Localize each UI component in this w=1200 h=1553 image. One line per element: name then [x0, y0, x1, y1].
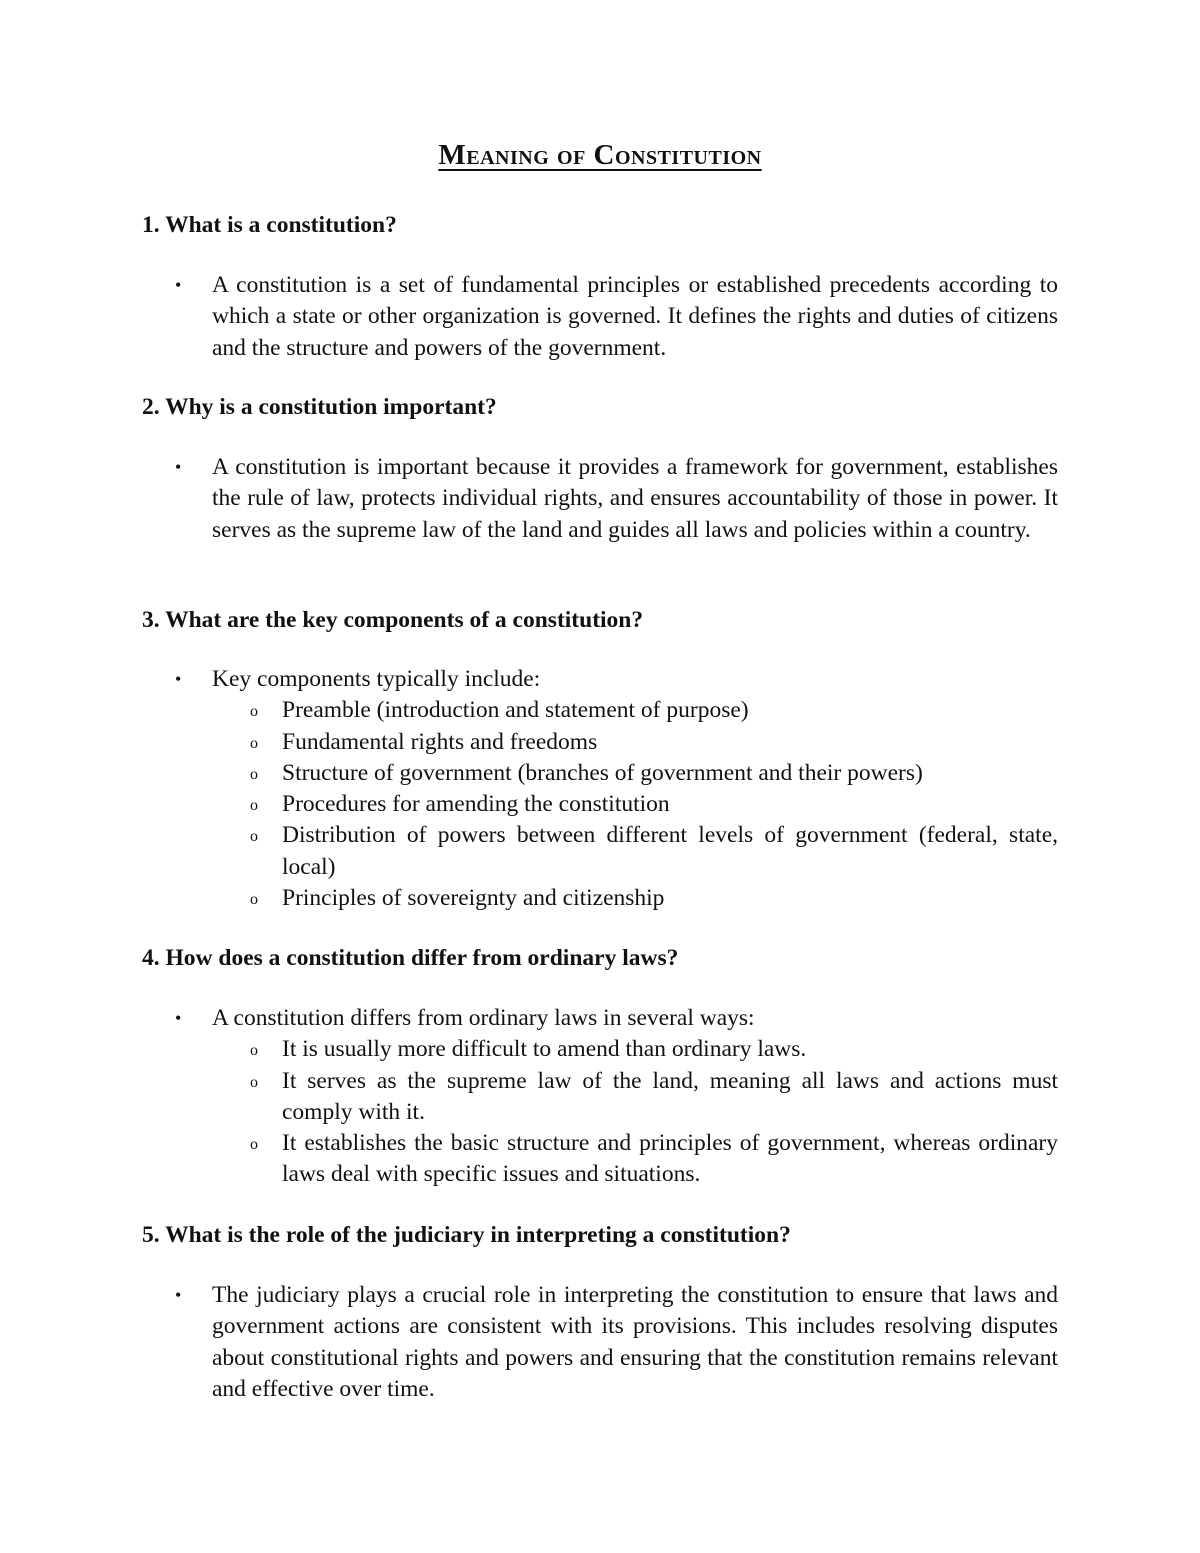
list-item: [212, 695, 1058, 726]
circle-bullet-icon: o: [250, 891, 258, 909]
list-item-text: Distribution of powers between different levels of government (federal, state, local): [282, 822, 1058, 880]
list-item: [212, 789, 1058, 820]
bullet-icon: •: [175, 1285, 182, 1305]
answer-block: [175, 1280, 1058, 1405]
list-item-text: Preamble (introduction and statement of purpose): [282, 697, 749, 724]
circle-bullet-icon: o: [250, 734, 258, 752]
answer-block: [175, 452, 1058, 546]
question-heading: 5. What is the role of the judiciary in interpreting a constitution?: [142, 1222, 791, 1248]
list-item: [212, 758, 1058, 789]
document-title: Meaning of Constitution: [438, 139, 762, 171]
answer-text: A constitution is important because it provides a framework for government, establishes the rule of law, protects individual rights, and ensures accountability of those in power. It serves as the supreme law of the land and guides all laws and policies within a country.: [212, 454, 1058, 543]
list-item: [212, 1128, 1058, 1191]
list-item-text: It serves as the supreme law of the land, meaning all laws and actions must comply with it.: [282, 1067, 1058, 1125]
answer-text: Key components typically include:: [212, 666, 541, 692]
list-item: [212, 727, 1058, 758]
answer-block: [175, 1003, 1058, 1191]
list-item: [212, 883, 1058, 914]
circle-bullet-icon: o: [250, 1136, 258, 1154]
bullet-icon: •: [175, 275, 182, 295]
question-heading: 4. How does a constitution differ from ordinary laws?: [142, 945, 679, 971]
circle-bullet-icon: o: [250, 765, 258, 783]
list-item: [212, 1034, 1058, 1065]
sub-list: [212, 695, 1058, 914]
bullet-icon: •: [175, 457, 182, 477]
bullet-icon: •: [175, 1008, 182, 1028]
question-heading: 2. Why is a constitution important?: [142, 394, 497, 420]
answer-block: [175, 270, 1058, 364]
list-item-text: Principles of sovereignty and citizenship: [282, 885, 665, 912]
list-item: [212, 1066, 1058, 1129]
list-item-text: Structure of government (branches of government and their powers): [282, 759, 923, 786]
circle-bullet-icon: o: [250, 1042, 258, 1060]
list-item-text: It establishes the basic structure and principles of government, whereas ordinary laws deal with specific issues and situations.: [282, 1130, 1058, 1188]
bullet-icon: •: [175, 669, 182, 689]
sub-list: [212, 1034, 1058, 1190]
answer-text: The judiciary plays a crucial role in interpreting the constitution to ensure that laws and government actions are consistent with its provisions. This includes resolving disputes about constitutional rights and powers and ensuring that the constitution remains relevant and effective over time.: [212, 1282, 1058, 1402]
answer-text: A constitution is a set of fundamental principles or established precedents according to which a state or other organization is governed. It defines the rights and duties of citizens and the structure and powers of the government.: [212, 272, 1058, 361]
circle-bullet-icon: o: [250, 1073, 258, 1091]
list-item-text: Fundamental rights and freedoms: [282, 728, 598, 755]
circle-bullet-icon: o: [250, 703, 258, 721]
list-item-text: Procedures for amending the constitution: [282, 791, 670, 818]
circle-bullet-icon: o: [250, 797, 258, 815]
circle-bullet-icon: o: [250, 828, 258, 846]
list-item: [212, 820, 1058, 883]
list-item-text: It is usually more difficult to amend than ordinary laws.: [282, 1036, 807, 1063]
answer-text: A constitution differs from ordinary laws in several ways:: [212, 1005, 755, 1031]
question-heading: 3. What are the key components of a constitution?: [142, 607, 644, 633]
question-heading: 1. What is a constitution?: [142, 212, 397, 238]
answer-block: [175, 664, 1058, 914]
